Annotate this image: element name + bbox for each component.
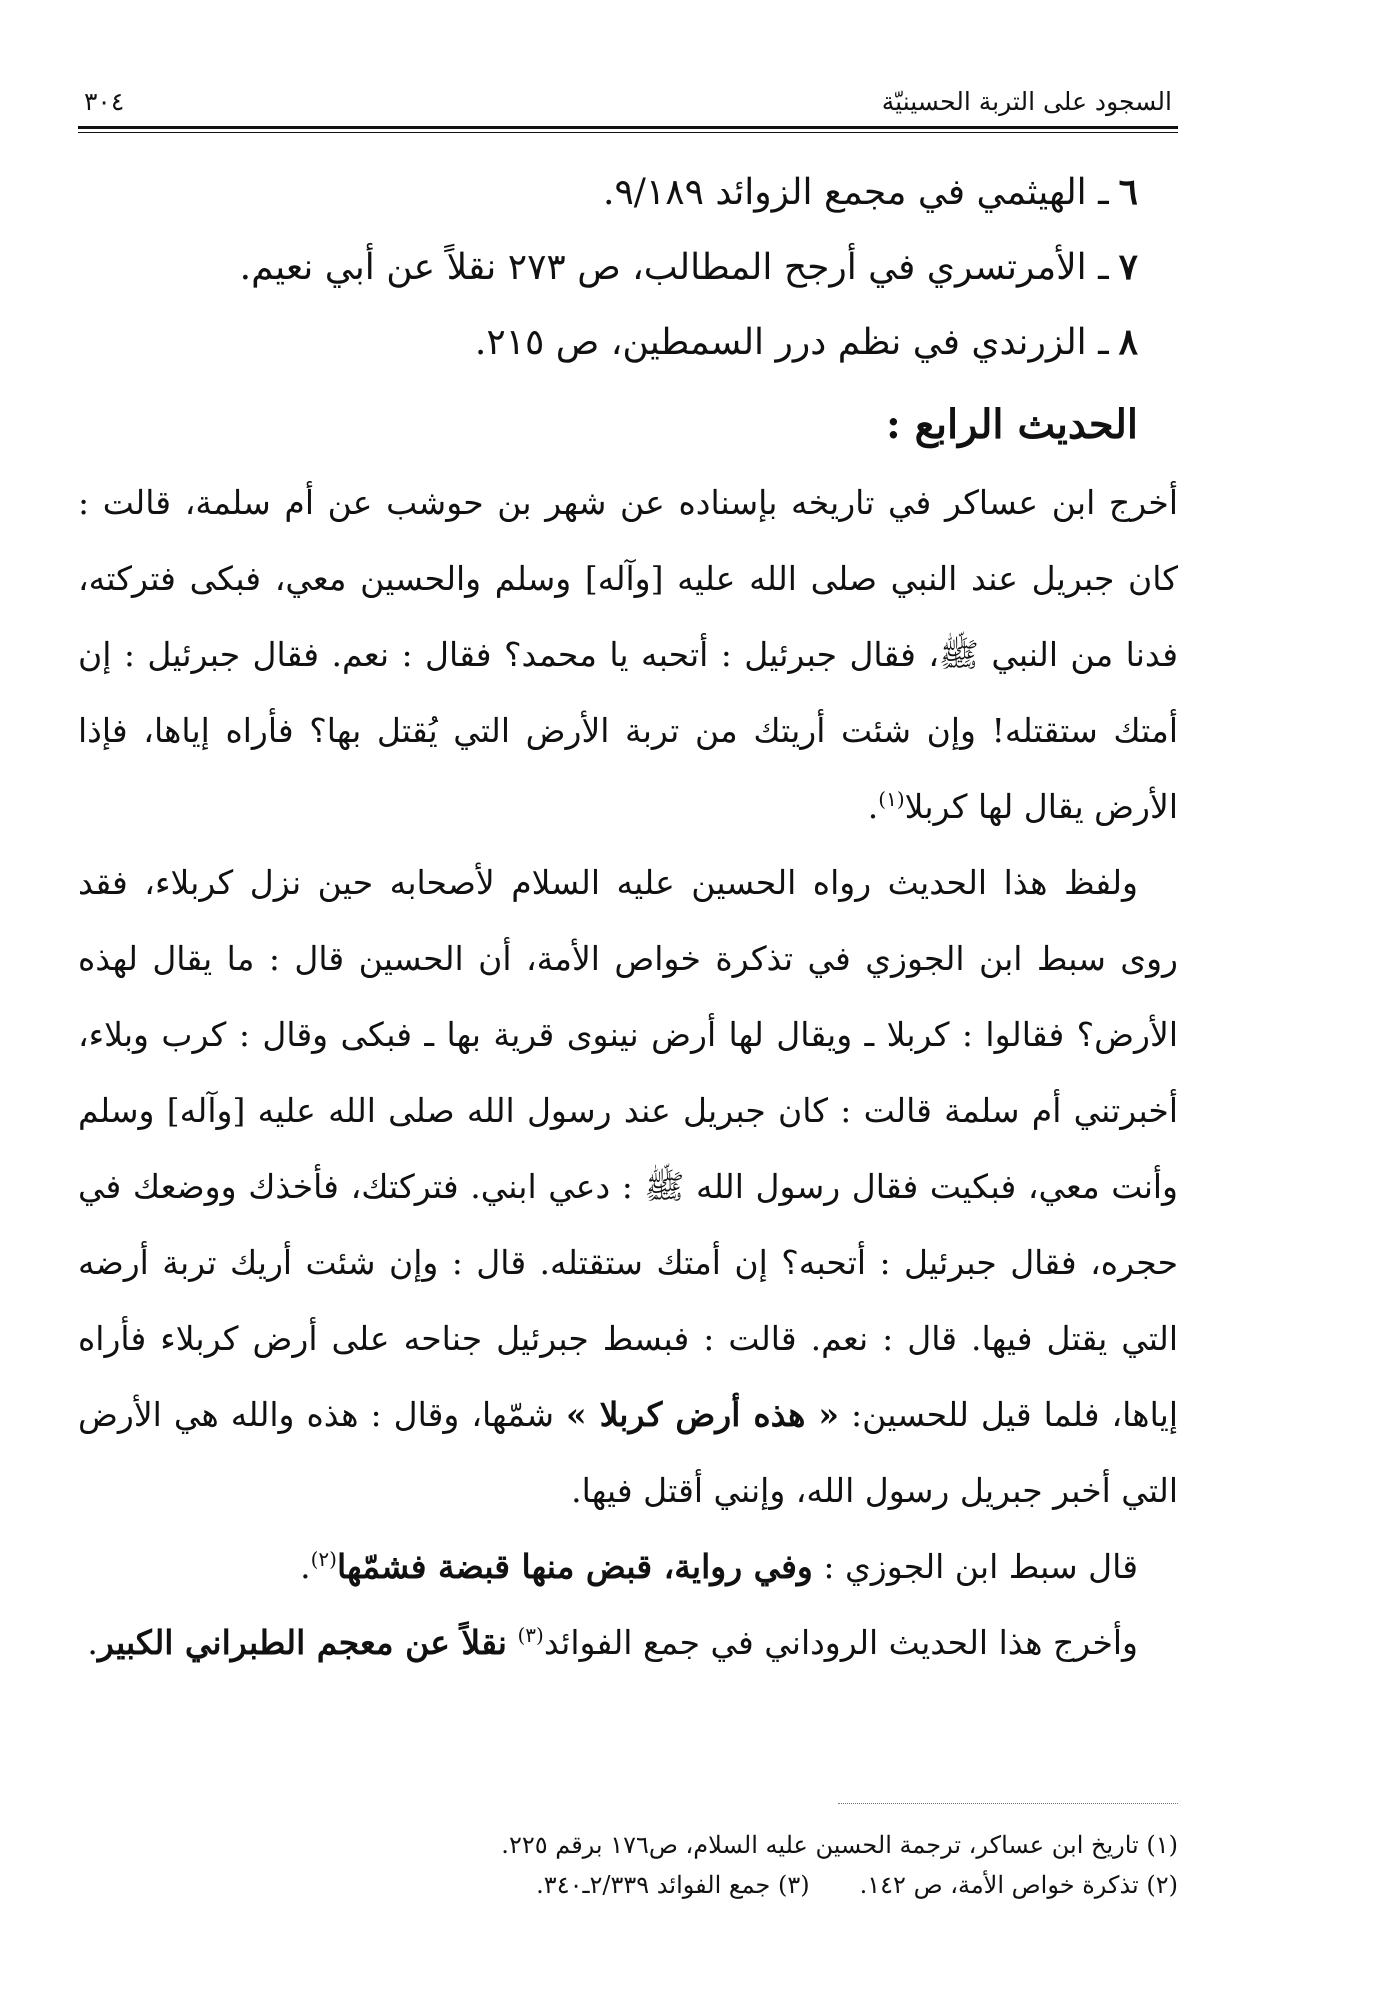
paragraph <box>78 465 1178 845</box>
bold-quote: نقلاً عن معجم الطبراني الكبير <box>97 1623 507 1662</box>
paragraph-text: أخرج ابن عساكر في تاريخه بإسناده عن شهر بن حوشب عن أم سلمة، قالت : كان جبريل عند النبي صلى الله عليه [وآله] وسلم والحسين معي، فبكى فتركته، فدنا من النبي ﷺ، فقال جبرئيل : أتحبه يا محمد؟ فقال : نعم. فقال جبرئيل : إن أمتك ستقتله! وإن شئت أريتك من تربة الأرض التي يُقتل بها؟ فأراه إياها، فإذا الأرض يقال لها كربلا <box>78 483 1178 826</box>
source-item <box>78 230 1138 305</box>
footnote-ref: (٢) <box>310 1547 337 1571</box>
source-list <box>78 155 1138 380</box>
page-number: ٣٠٤ <box>84 87 125 116</box>
running-header <box>78 82 1178 122</box>
footnote: (١) تاريخ ابن عساكر، ترجمة الحسين عليه السلام، ص١٧٦ برقم ٢٢٥. <box>501 1831 1178 1859</box>
footnote-row <box>78 1865 1178 1905</box>
punctuation: . <box>867 787 879 826</box>
footnote: (٣) جمع الفوائد ٢/٣٣٩ـ٣٤٠. <box>536 1871 810 1899</box>
paragraph <box>78 1605 1178 1681</box>
paragraph <box>78 845 1178 1529</box>
header-rule-thin <box>78 132 1178 133</box>
punctuation: . <box>300 1547 311 1586</box>
source-number: ٨ <box>1118 321 1138 363</box>
header-rule <box>78 126 1178 129</box>
source-item <box>78 305 1138 380</box>
section-heading: الحديث الرابع : <box>885 401 1138 448</box>
footnote: (٢) تذكرة خواص الأمة، ص ١٤٢. <box>859 1871 1178 1899</box>
source-number: ٦ <box>1118 171 1138 213</box>
source-text: ـ الزرندي في نظم درر السمطين، ص ٢١٥. <box>474 322 1109 363</box>
source-number: ٧ <box>1118 246 1138 288</box>
footnotes <box>78 1825 1178 1905</box>
punctuation: . <box>87 1623 98 1662</box>
paragraph-text: ولفظ هذا الحديث رواه الحسين عليه السلام لأصحابه حين نزل كربلاء، فقد روى سبط ابن الجوزي في تذكرة خواص الأمة، أن الحسين قال : ما يقال لهذه الأرض؟ فقالوا : كربلا ـ ويقال لها أرض نينوى قرية بها ـ فبكى وقال : كرب وبلاء، أخبرتني أم سلمة قالت : كان جبريل عند رسول الله صلى الله عليه [وآله] وسلم وأنت معي، فبكيت فقال رسول الله ﷺ : دعي ابني. فتركتك، فأخذك ووضعك في حجره، فقال جبرئيل : أتحبه؟ إن أمتك ستقتله. قال : وإن شئت أريك تربة أرضه التي يقتل فيها. قال : نعم. قالت : فبسط جبرئيل جناحه على أرض كربلاء فأراه إياها، فلما قيل للحسين: <box>78 863 1178 1434</box>
source-text: ـ الهيثمي في مجمع الزوائد ٩/١٨٩. <box>603 172 1109 213</box>
paragraph-text: قال سبط ابن الجوزي : <box>823 1547 1138 1586</box>
source-item <box>78 155 1138 230</box>
bold-quote: « هذه أرض كربلا » <box>565 1395 840 1434</box>
source-text: ـ الأمرتسري في أرجح المطالب، ص ٢٧٣ نقلاً عن أبي نعيم. <box>239 247 1109 288</box>
paragraph-text: وأخرج هذا الحديث الروداني في جمع الفوائد <box>543 1623 1138 1662</box>
footnote-rule <box>838 1803 1178 1804</box>
bold-quote: وفي رواية، قبض منها قبضة فشمّها <box>336 1547 813 1586</box>
footnote-ref: (١) <box>878 787 905 811</box>
footnote-ref: (٣) <box>517 1623 544 1647</box>
paragraph-text: شمّها، وقال : هذه والله هي الأرض التي أخبر جبريل رسول الله، وإنني أقتل فيها. <box>78 1395 1178 1510</box>
body-text <box>78 465 1178 1681</box>
paragraph <box>78 1529 1178 1605</box>
book-title: السجود على التربة الحسينيّة <box>881 87 1172 116</box>
book-page <box>78 60 1178 1940</box>
